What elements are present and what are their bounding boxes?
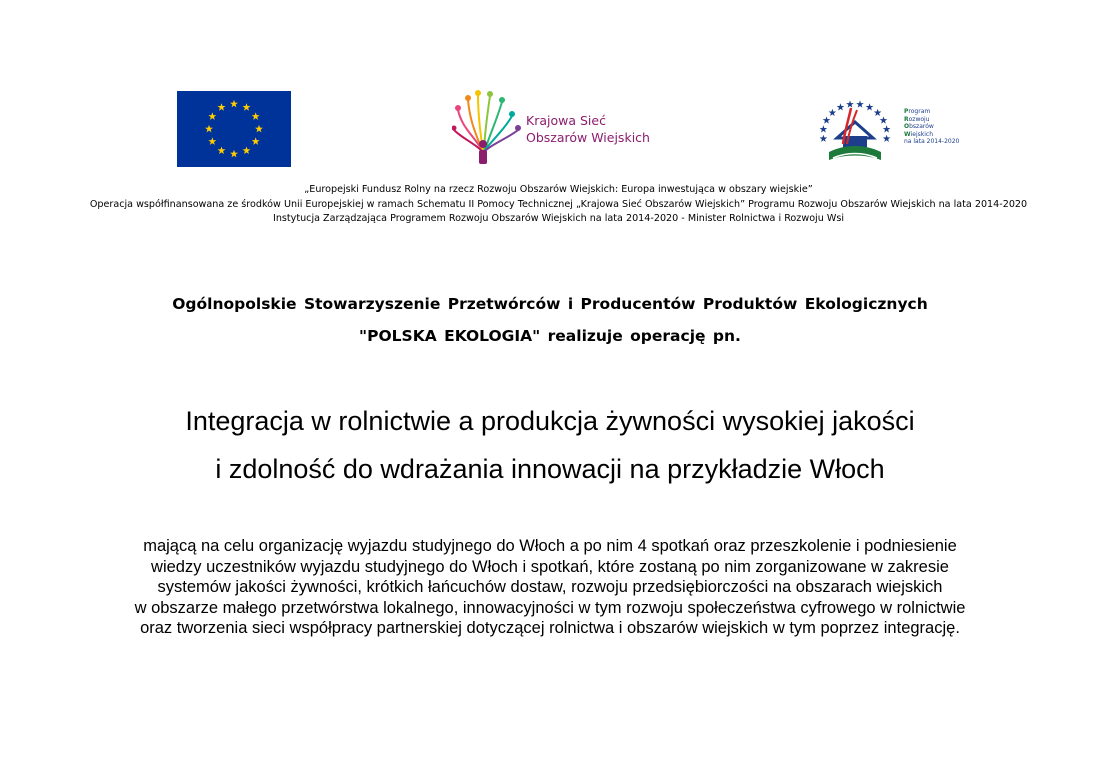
prow-line-1: Program <box>904 108 931 115</box>
prow-star-icon <box>856 100 864 107</box>
prow-star-icon <box>880 116 888 123</box>
prow-logo-text <box>904 108 959 146</box>
ksow-logo-text <box>526 112 650 146</box>
funding-line-1: „Europejski Fundusz Rolny na rzecz Rozwoju Obszarów Wiejskich: Europa inwestująca w obszary wiejskie” <box>304 184 813 195</box>
ksow-line-2: Obszarów Wiejskich <box>526 130 650 145</box>
operation-title <box>0 397 1100 493</box>
prow-star-icon <box>820 125 828 132</box>
prow-star-icon <box>829 109 837 116</box>
description-line-2: wiedzy uczestników wyjazdu studyjnego do Włoch i spotkań, które zostaną po nim zorganizowane w zakresie <box>151 557 949 576</box>
funding-line-3: Instytucja Zarządzająca Programem Rozwoju Obszarów Wiejskich na lata 2014-2020 - Minister Rolnictwa i Rozwoju Wsi <box>272 213 845 224</box>
prow-star-icon <box>874 109 882 116</box>
description-line-4: w obszarze małego przetwórstwa lokalnego, innowacyjności w tym rozwoju społeczeństwa cyfrowego w rolnictwie <box>134 598 966 617</box>
prow-line-2: Rozwoju <box>904 115 930 123</box>
ksow-logo <box>452 88 657 168</box>
prow-line-4: Wiejskich <box>904 130 934 138</box>
prow-years: na lata 2014-2020 <box>904 138 960 145</box>
prow-star-icon <box>846 100 854 107</box>
prow-star-icon <box>883 135 891 142</box>
prow-star-icon <box>820 135 828 142</box>
organization-heading <box>0 288 1100 352</box>
prow-star-icon <box>883 125 891 132</box>
description-line-5: oraz tworzenia sieci współpracy partnerskiej dotyczącej rolnictwa i obszarów wiejskich w tym poprzez integrację. <box>140 619 960 637</box>
prow-logo-icon <box>815 94 895 168</box>
logo-row <box>0 88 1117 170</box>
organization-line-2: "POLSKA EKOLOGIA" realizuje operację pn. <box>359 327 741 345</box>
funding-notice <box>0 183 1117 227</box>
prow-star-icon <box>866 103 874 110</box>
eu-flag-icon <box>177 91 291 167</box>
organization-line-1: Ogólnopolskie Stowarzyszenie Przetwórców i Producentów Produktów Ekologicznych <box>172 295 928 313</box>
title-line-1: Integracja w rolnictwie a produkcja żywności wysokiej jakości <box>185 406 915 436</box>
operation-description <box>0 536 1100 639</box>
title-line-2: i zdolność do wdrażania innowacji na przykładzie Włoch <box>215 454 885 484</box>
funding-line-2: Operacja współfinansowana ze środków Unii Europejskiej w ramach Schematu II Pomocy Technicznej „Krajowa Sieć Obszarów Wiejskich” Programu Rozwoju Obszarów Wiejskich na lata 2014-2020 <box>89 198 1028 210</box>
description-line-3: systemów jakości żywności, krótkich łańcuchów dostaw, rozwoju przedsiębiorczości na obszarach wiejskich <box>157 578 943 596</box>
prow-star-icon <box>823 116 831 123</box>
ksow-line-1: Krajowa Sieć <box>526 113 606 128</box>
prow-star-icon <box>837 103 845 110</box>
description-line-1: mającą na celu organizację wyjazdu studyjnego do Włoch a po nim 4 spotkań oraz przeszkolenie i podniesienie <box>143 537 957 555</box>
ksow-logo-icon <box>452 88 524 168</box>
prow-logo <box>815 94 960 168</box>
prow-line-3: Obszarów <box>904 123 934 130</box>
